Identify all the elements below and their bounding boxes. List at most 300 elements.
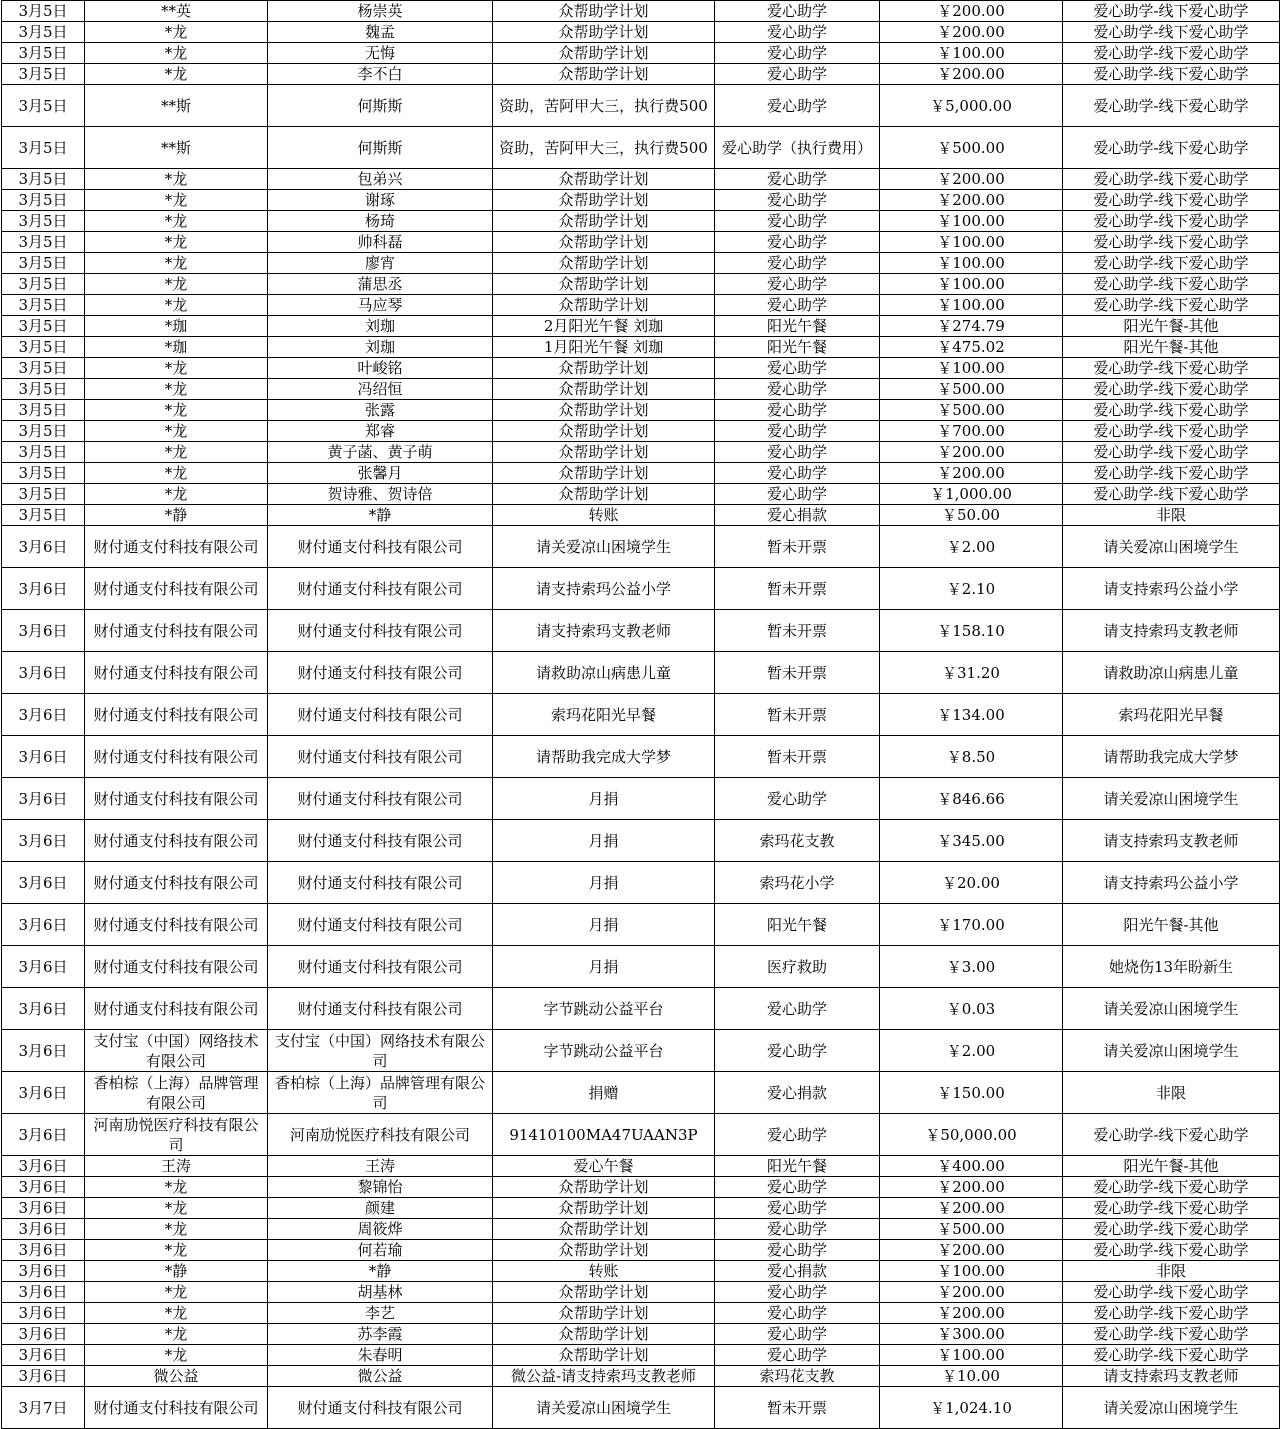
cell-donor: 财付通支付科技有限公司 <box>85 778 268 820</box>
cell-donor: *静 <box>85 505 268 526</box>
cell-date: 3月6日 <box>2 1240 85 1261</box>
cell-name: 财付通支付科技有限公司 <box>268 778 493 820</box>
cell-name: 何斯斯 <box>268 127 493 169</box>
cell-purpose: 众帮助学计划 <box>493 1198 715 1219</box>
cell-amount: ￥31.20 <box>880 652 1063 694</box>
cell-purpose: 字节跳动公益平台 <box>493 1030 715 1072</box>
cell-category: 爱心助学 <box>715 85 880 127</box>
cell-project: 她烧伤13年盼新生 <box>1063 946 1280 988</box>
cell-project: 爱心助学-线下爱心助学 <box>1063 442 1280 463</box>
cell-donor: *龙 <box>85 43 268 64</box>
cell-name: 黄子菡、黄子萌 <box>268 442 493 463</box>
cell-amount: ￥274.79 <box>880 316 1063 337</box>
cell-donor: 财付通支付科技有限公司 <box>85 862 268 904</box>
cell-category: 爱心助学 <box>715 190 880 211</box>
table-row <box>2 1345 1280 1366</box>
cell-amount: ￥170.00 <box>880 904 1063 946</box>
cell-purpose: 众帮助学计划 <box>493 190 715 211</box>
cell-category: 阳光午餐 <box>715 1156 880 1177</box>
cell-purpose: 众帮助学计划 <box>493 1345 715 1366</box>
cell-category: 爱心助学 <box>715 421 880 442</box>
cell-donor: *龙 <box>85 358 268 379</box>
cell-date: 3月5日 <box>2 337 85 358</box>
cell-date: 3月6日 <box>2 1366 85 1387</box>
cell-project: 爱心助学-线下爱心助学 <box>1063 274 1280 295</box>
cell-amount: ￥1,000.00 <box>880 484 1063 505</box>
cell-category: 暂未开票 <box>715 736 880 778</box>
cell-donor: 微公益 <box>85 1366 268 1387</box>
cell-amount: ￥134.00 <box>880 694 1063 736</box>
cell-category: 医疗救助 <box>715 946 880 988</box>
cell-date: 3月6日 <box>2 652 85 694</box>
cell-category: 爱心助学 <box>715 1198 880 1219</box>
cell-amount: ￥400.00 <box>880 1156 1063 1177</box>
cell-purpose: 众帮助学计划 <box>493 421 715 442</box>
cell-amount: ￥200.00 <box>880 1 1063 22</box>
cell-donor: *龙 <box>85 484 268 505</box>
cell-name: 马应琴 <box>268 295 493 316</box>
table-row <box>2 1303 1280 1324</box>
cell-purpose: 索玛花阳光早餐 <box>493 694 715 736</box>
cell-category: 爱心助学 <box>715 379 880 400</box>
cell-project: 请支持索玛支教老师 <box>1063 1366 1280 1387</box>
cell-date: 3月5日 <box>2 442 85 463</box>
cell-amount: ￥200.00 <box>880 1282 1063 1303</box>
cell-name: 何斯斯 <box>268 85 493 127</box>
cell-amount: ￥200.00 <box>880 169 1063 190</box>
cell-purpose: 请关爱凉山困境学生 <box>493 526 715 568</box>
cell-purpose: 资助，苦阿甲大三，执行费500 <box>493 127 715 169</box>
cell-date: 3月6日 <box>2 610 85 652</box>
cell-category: 爱心助学 <box>715 400 880 421</box>
cell-category: 爱心助学 <box>715 232 880 253</box>
cell-name: 廖宵 <box>268 253 493 274</box>
cell-project: 请关爱凉山困境学生 <box>1063 988 1280 1030</box>
cell-donor: *龙 <box>85 400 268 421</box>
cell-donor: *龙 <box>85 253 268 274</box>
cell-date: 3月5日 <box>2 1 85 22</box>
cell-amount: ￥20.00 <box>880 862 1063 904</box>
cell-category: 爱心助学 <box>715 358 880 379</box>
cell-project: 非限 <box>1063 505 1280 526</box>
table-row <box>2 274 1280 295</box>
cell-category: 爱心助学 <box>715 295 880 316</box>
cell-name: 财付通支付科技有限公司 <box>268 652 493 694</box>
cell-donor: *龙 <box>85 64 268 85</box>
cell-amount: ￥345.00 <box>880 820 1063 862</box>
cell-donor: *龙 <box>85 211 268 232</box>
table-row <box>2 1240 1280 1261</box>
cell-date: 3月6日 <box>2 1261 85 1282</box>
cell-amount: ￥158.10 <box>880 610 1063 652</box>
cell-name: 谢琢 <box>268 190 493 211</box>
cell-purpose: 众帮助学计划 <box>493 1177 715 1198</box>
cell-date: 3月6日 <box>2 1219 85 1240</box>
cell-donor: *龙 <box>85 1177 268 1198</box>
cell-donor: *龙 <box>85 379 268 400</box>
cell-purpose: 众帮助学计划 <box>493 484 715 505</box>
cell-name: 朱春明 <box>268 1345 493 1366</box>
table-row <box>2 463 1280 484</box>
table-row <box>2 316 1280 337</box>
cell-amount: ￥300.00 <box>880 1324 1063 1345</box>
cell-amount: ￥10.00 <box>880 1366 1063 1387</box>
table-row <box>2 652 1280 694</box>
table-row <box>2 1219 1280 1240</box>
cell-purpose: 众帮助学计划 <box>493 442 715 463</box>
cell-purpose: 月捐 <box>493 946 715 988</box>
cell-category: 爱心助学 <box>715 64 880 85</box>
cell-name: 财付通支付科技有限公司 <box>268 820 493 862</box>
table-row <box>2 1366 1280 1387</box>
cell-project: 阳光午餐-其他 <box>1063 904 1280 946</box>
cell-project: 请支持索玛公益小学 <box>1063 568 1280 610</box>
cell-name: 财付通支付科技有限公司 <box>268 568 493 610</box>
cell-date: 3月5日 <box>2 484 85 505</box>
cell-project: 爱心助学-线下爱心助学 <box>1063 379 1280 400</box>
table-row <box>2 862 1280 904</box>
cell-purpose: 月捐 <box>493 820 715 862</box>
table-row <box>2 43 1280 64</box>
cell-project: 爱心助学-线下爱心助学 <box>1063 400 1280 421</box>
cell-amount: ￥100.00 <box>880 1345 1063 1366</box>
cell-donor: 河南劢悦医疗科技有限公司 <box>85 1114 268 1156</box>
cell-purpose: 众帮助学计划 <box>493 169 715 190</box>
cell-project: 索玛花阳光早餐 <box>1063 694 1280 736</box>
cell-donor: *龙 <box>85 22 268 43</box>
cell-project: 爱心助学-线下爱心助学 <box>1063 127 1280 169</box>
cell-purpose: 转账 <box>493 1261 715 1282</box>
cell-name: 无悔 <box>268 43 493 64</box>
cell-category: 爱心助学 <box>715 1303 880 1324</box>
cell-donor: *珈 <box>85 316 268 337</box>
cell-amount: ￥1,024.10 <box>880 1387 1063 1429</box>
cell-project: 爱心助学-线下爱心助学 <box>1063 85 1280 127</box>
cell-date: 3月6日 <box>2 862 85 904</box>
cell-project: 爱心助学-线下爱心助学 <box>1063 43 1280 64</box>
cell-donor: 财付通支付科技有限公司 <box>85 526 268 568</box>
cell-date: 3月6日 <box>2 820 85 862</box>
cell-project: 爱心助学-线下爱心助学 <box>1063 1345 1280 1366</box>
cell-purpose: 众帮助学计划 <box>493 1282 715 1303</box>
cell-purpose: 众帮助学计划 <box>493 400 715 421</box>
cell-date: 3月5日 <box>2 316 85 337</box>
cell-donor: 财付通支付科技有限公司 <box>85 904 268 946</box>
table-row <box>2 232 1280 253</box>
cell-purpose: 91410100MA47UAAN3P <box>493 1114 715 1156</box>
cell-date: 3月5日 <box>2 253 85 274</box>
cell-donor: **斯 <box>85 127 268 169</box>
cell-date: 3月5日 <box>2 379 85 400</box>
table-row <box>2 505 1280 526</box>
cell-name: 周筱烨 <box>268 1219 493 1240</box>
cell-name: 财付通支付科技有限公司 <box>268 1387 493 1429</box>
table-row <box>2 169 1280 190</box>
cell-date: 3月5日 <box>2 43 85 64</box>
cell-category: 阳光午餐 <box>715 337 880 358</box>
cell-name: 刘珈 <box>268 337 493 358</box>
cell-amount: ￥100.00 <box>880 295 1063 316</box>
table-row <box>2 337 1280 358</box>
cell-date: 3月5日 <box>2 232 85 253</box>
table-row <box>2 1387 1280 1429</box>
cell-purpose: 众帮助学计划 <box>493 1303 715 1324</box>
cell-category: 爱心助学 <box>715 1114 880 1156</box>
cell-name: 魏孟 <box>268 22 493 43</box>
cell-category: 爱心助学 <box>715 1030 880 1072</box>
cell-category: 爱心助学 <box>715 1219 880 1240</box>
cell-purpose: 众帮助学计划 <box>493 274 715 295</box>
cell-project: 爱心助学-线下爱心助学 <box>1063 1219 1280 1240</box>
cell-purpose: 众帮助学计划 <box>493 1219 715 1240</box>
cell-amount: ￥5,000.00 <box>880 85 1063 127</box>
cell-donor: *龙 <box>85 190 268 211</box>
cell-date: 3月5日 <box>2 85 85 127</box>
cell-name: 黎锦怡 <box>268 1177 493 1198</box>
cell-donor: *龙 <box>85 1345 268 1366</box>
cell-category: 爱心助学 <box>715 274 880 295</box>
cell-date: 3月5日 <box>2 274 85 295</box>
cell-amount: ￥100.00 <box>880 1261 1063 1282</box>
cell-category: 爱心捐款 <box>715 1261 880 1282</box>
cell-donor: 财付通支付科技有限公司 <box>85 568 268 610</box>
table-row <box>2 694 1280 736</box>
cell-donor: *龙 <box>85 169 268 190</box>
cell-project: 请关爱凉山困境学生 <box>1063 778 1280 820</box>
table-row <box>2 1 1280 22</box>
cell-project: 爱心助学-线下爱心助学 <box>1063 22 1280 43</box>
cell-project: 爱心助学-线下爱心助学 <box>1063 1324 1280 1345</box>
cell-category: 暂未开票 <box>715 610 880 652</box>
cell-amount: ￥700.00 <box>880 421 1063 442</box>
cell-name: 财付通支付科技有限公司 <box>268 946 493 988</box>
cell-name: 颜建 <box>268 1198 493 1219</box>
cell-name: 张馨月 <box>268 463 493 484</box>
table-row <box>2 22 1280 43</box>
cell-project: 非限 <box>1063 1261 1280 1282</box>
cell-name: 李不白 <box>268 64 493 85</box>
cell-purpose: 众帮助学计划 <box>493 1240 715 1261</box>
table-row <box>2 1261 1280 1282</box>
cell-category: 爱心助学 <box>715 22 880 43</box>
cell-name: 财付通支付科技有限公司 <box>268 736 493 778</box>
cell-project: 爱心助学-线下爱心助学 <box>1063 211 1280 232</box>
table-row <box>2 1114 1280 1156</box>
cell-date: 3月5日 <box>2 358 85 379</box>
cell-amount: ￥8.50 <box>880 736 1063 778</box>
donation-table <box>1 0 1280 1429</box>
cell-name: 何若瑜 <box>268 1240 493 1261</box>
cell-name: 包弟兴 <box>268 169 493 190</box>
cell-name: 叶峻铭 <box>268 358 493 379</box>
cell-project: 爱心助学-线下爱心助学 <box>1063 484 1280 505</box>
cell-purpose: 众帮助学计划 <box>493 22 715 43</box>
cell-name: 支付宝（中国）网络技术有限公司 <box>268 1030 493 1072</box>
cell-amount: ￥200.00 <box>880 190 1063 211</box>
cell-amount: ￥100.00 <box>880 358 1063 379</box>
cell-amount: ￥500.00 <box>880 379 1063 400</box>
cell-date: 3月5日 <box>2 22 85 43</box>
cell-date: 3月5日 <box>2 169 85 190</box>
cell-category: 爱心助学 <box>715 169 880 190</box>
cell-donor: *龙 <box>85 421 268 442</box>
table-row <box>2 295 1280 316</box>
cell-project: 爱心助学-线下爱心助学 <box>1063 253 1280 274</box>
cell-amount: ￥200.00 <box>880 1198 1063 1219</box>
cell-donor: *龙 <box>85 1240 268 1261</box>
cell-donor: *龙 <box>85 274 268 295</box>
table-row <box>2 379 1280 400</box>
cell-purpose: 众帮助学计划 <box>493 1 715 22</box>
cell-name: 财付通支付科技有限公司 <box>268 610 493 652</box>
table-row <box>2 610 1280 652</box>
cell-project: 爱心助学-线下爱心助学 <box>1063 1 1280 22</box>
cell-donor: *珈 <box>85 337 268 358</box>
cell-purpose: 请救助凉山病患儿童 <box>493 652 715 694</box>
cell-amount: ￥150.00 <box>880 1072 1063 1114</box>
cell-date: 3月6日 <box>2 526 85 568</box>
cell-amount: ￥2.00 <box>880 526 1063 568</box>
table-row <box>2 1156 1280 1177</box>
cell-donor: 支付宝（中国）网络技术有限公司 <box>85 1030 268 1072</box>
cell-amount: ￥200.00 <box>880 1303 1063 1324</box>
cell-project: 爱心助学-线下爱心助学 <box>1063 190 1280 211</box>
cell-donor: *龙 <box>85 1198 268 1219</box>
cell-name: 苏李霞 <box>268 1324 493 1345</box>
cell-category: 爱心捐款 <box>715 1072 880 1114</box>
cell-category: 爱心助学 <box>715 211 880 232</box>
table-row <box>2 526 1280 568</box>
table-row <box>2 736 1280 778</box>
cell-project: 请支持索玛支教老师 <box>1063 820 1280 862</box>
cell-donor: 财付通支付科技有限公司 <box>85 1387 268 1429</box>
cell-donor: *龙 <box>85 442 268 463</box>
cell-date: 3月6日 <box>2 1282 85 1303</box>
cell-project: 爱心助学-线下爱心助学 <box>1063 232 1280 253</box>
cell-donor: *龙 <box>85 232 268 253</box>
cell-donor: *龙 <box>85 1219 268 1240</box>
cell-date: 3月6日 <box>2 1114 85 1156</box>
cell-purpose: 字节跳动公益平台 <box>493 988 715 1030</box>
cell-date: 3月7日 <box>2 1387 85 1429</box>
cell-date: 3月6日 <box>2 1303 85 1324</box>
cell-date: 3月5日 <box>2 64 85 85</box>
cell-donor: *龙 <box>85 463 268 484</box>
cell-project: 爱心助学-线下爱心助学 <box>1063 1240 1280 1261</box>
cell-name: *静 <box>268 505 493 526</box>
cell-category: 阳光午餐 <box>715 904 880 946</box>
cell-date: 3月6日 <box>2 904 85 946</box>
cell-project: 请关爱凉山困境学生 <box>1063 526 1280 568</box>
cell-category: 索玛花小学 <box>715 862 880 904</box>
cell-project: 爱心助学-线下爱心助学 <box>1063 169 1280 190</box>
cell-category: 暂未开票 <box>715 652 880 694</box>
cell-date: 3月6日 <box>2 568 85 610</box>
cell-category: 爱心助学 <box>715 778 880 820</box>
cell-project: 请帮助我完成大学梦 <box>1063 736 1280 778</box>
cell-donor: **斯 <box>85 85 268 127</box>
cell-date: 3月5日 <box>2 127 85 169</box>
cell-name: 张露 <box>268 400 493 421</box>
table-row <box>2 400 1280 421</box>
table-row <box>2 1198 1280 1219</box>
table-row <box>2 988 1280 1030</box>
cell-name: 帅科磊 <box>268 232 493 253</box>
table-row <box>2 253 1280 274</box>
cell-date: 3月6日 <box>2 778 85 820</box>
cell-donor: 财付通支付科技有限公司 <box>85 820 268 862</box>
cell-name: 郑睿 <box>268 421 493 442</box>
cell-category: 爱心助学 <box>715 43 880 64</box>
cell-name: 微公益 <box>268 1366 493 1387</box>
cell-category: 暂未开票 <box>715 526 880 568</box>
cell-category: 阳光午餐 <box>715 316 880 337</box>
cell-purpose: 1月阳光午餐 刘珈 <box>493 337 715 358</box>
cell-category: 暂未开票 <box>715 694 880 736</box>
cell-category: 爱心助学 <box>715 484 880 505</box>
cell-amount: ￥200.00 <box>880 463 1063 484</box>
cell-date: 3月5日 <box>2 190 85 211</box>
cell-amount: ￥100.00 <box>880 211 1063 232</box>
cell-name: 李艺 <box>268 1303 493 1324</box>
table-row <box>2 946 1280 988</box>
cell-donor: 香柏棕（上海）品牌管理有限公司 <box>85 1072 268 1114</box>
cell-project: 请关爱凉山困境学生 <box>1063 1387 1280 1429</box>
cell-project: 阳光午餐-其他 <box>1063 337 1280 358</box>
table-row <box>2 1282 1280 1303</box>
cell-project: 爱心助学-线下爱心助学 <box>1063 1114 1280 1156</box>
cell-name: 杨崇英 <box>268 1 493 22</box>
cell-purpose: 月捐 <box>493 778 715 820</box>
cell-purpose: 爱心午餐 <box>493 1156 715 1177</box>
cell-donor: 王涛 <box>85 1156 268 1177</box>
cell-name: 胡基林 <box>268 1282 493 1303</box>
cell-purpose: 众帮助学计划 <box>493 43 715 64</box>
cell-amount: ￥2.00 <box>880 1030 1063 1072</box>
cell-category: 爱心助学 <box>715 1240 880 1261</box>
cell-category: 爱心助学 <box>715 253 880 274</box>
cell-project: 请救助凉山病患儿童 <box>1063 652 1280 694</box>
cell-amount: ￥3.00 <box>880 946 1063 988</box>
cell-category: 暂未开票 <box>715 1387 880 1429</box>
cell-purpose: 请支持索玛公益小学 <box>493 568 715 610</box>
cell-purpose: 微公益-请支持索玛支教老师 <box>493 1366 715 1387</box>
cell-name: 财付通支付科技有限公司 <box>268 904 493 946</box>
cell-purpose: 众帮助学计划 <box>493 463 715 484</box>
cell-date: 3月6日 <box>2 1072 85 1114</box>
cell-amount: ￥100.00 <box>880 274 1063 295</box>
cell-date: 3月5日 <box>2 421 85 442</box>
cell-category: 索玛花支教 <box>715 1366 880 1387</box>
cell-donor: *龙 <box>85 1324 268 1345</box>
cell-date: 3月6日 <box>2 1324 85 1345</box>
cell-donor: **英 <box>85 1 268 22</box>
cell-amount: ￥50.00 <box>880 505 1063 526</box>
cell-project: 爱心助学-线下爱心助学 <box>1063 295 1280 316</box>
cell-donor: 财付通支付科技有限公司 <box>85 988 268 1030</box>
table-row <box>2 1324 1280 1345</box>
table-row <box>2 127 1280 169</box>
cell-category: 爱心助学 <box>715 463 880 484</box>
cell-purpose: 众帮助学计划 <box>493 358 715 379</box>
cell-category: 爱心助学 <box>715 1 880 22</box>
cell-amount: ￥500.00 <box>880 400 1063 421</box>
cell-name: 贺诗雅、贺诗倍 <box>268 484 493 505</box>
cell-category: 爱心助学 <box>715 1345 880 1366</box>
cell-amount: ￥50,000.00 <box>880 1114 1063 1156</box>
cell-category: 爱心捐款 <box>715 505 880 526</box>
cell-category: 爱心助学 <box>715 988 880 1030</box>
